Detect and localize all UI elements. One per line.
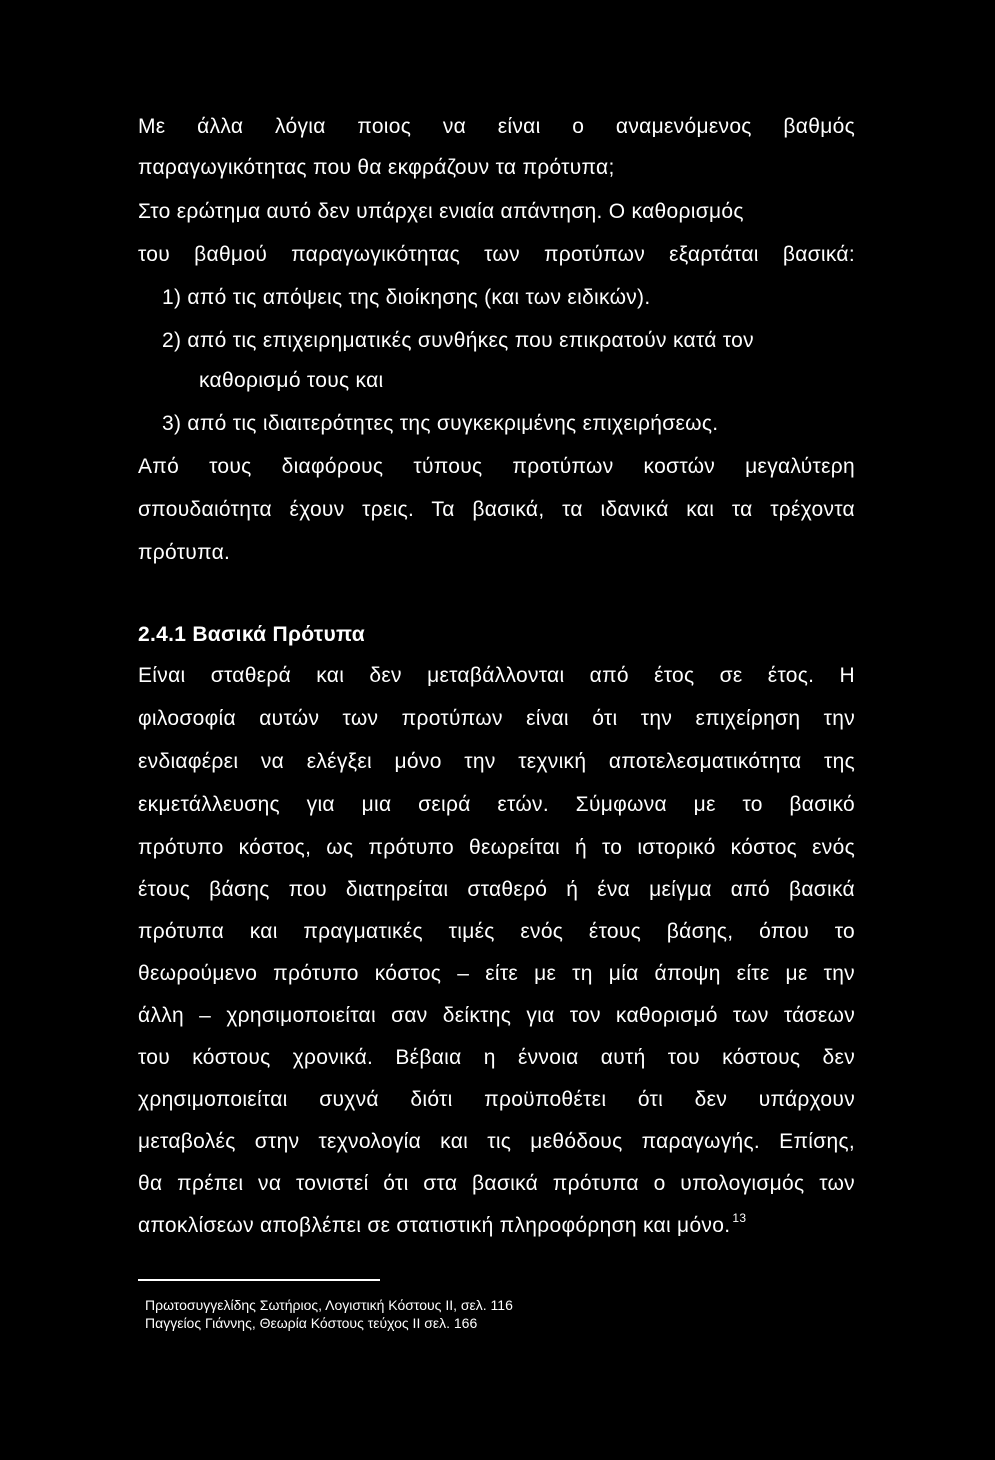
- list-item: 2) από τις επιχειρηματικές συνθήκες που επικρατούν κατά τον: [162, 329, 754, 352]
- text-line: έτους βάσης που διατηρείται σταθερό ή ένα μείγμα από βασικά: [138, 878, 855, 901]
- footnote: Πρωτοσυγγελίδης Σωτήριος, Λογιστική Κόστους ΙΙ, σελ. 116: [145, 1297, 513, 1313]
- text-line: Από τους διαφόρους τύπους προτύπων κοστών μεγαλύτερη: [138, 455, 855, 478]
- text-line: θεωρούμενο πρότυπο κόστος – είτε με τη μία άποψη είτε με την: [138, 962, 855, 985]
- text-line: σπουδαιότητα έχουν τρεις. Τα βασικά, τα ιδανικά και τα τρέχοντα: [138, 498, 855, 521]
- text-line: του κόστους χρονικά. Βέβαια η έννοια αυτή του κόστους δεν: [138, 1046, 855, 1069]
- section-heading: 2.4.1 Βασικά Πρότυπα: [138, 623, 365, 646]
- text-line: Με άλλα λόγια ποιος να είναι ο αναμενόμενος βαθμός: [138, 115, 855, 138]
- text-line: άλλη – χρησιμοποιείται σαν δείκτης για τον καθορισμό των τάσεων: [138, 1004, 855, 1027]
- text-line: πρότυπο κόστος, ως πρότυπο θεωρείται ή το ιστορικό κόστος ενός: [138, 836, 855, 859]
- text-line: παραγωγικότητας που θα εκφράζουν τα πρότυπα;: [138, 156, 615, 179]
- list-item: 3) από τις ιδιαιτερότητες της συγκεκριμένης επιχειρήσεως.: [162, 412, 719, 435]
- text-line: ενδιαφέρει να ελέγξει μόνο την τεχνική αποτελεσματικότητα της: [138, 750, 855, 773]
- text-line: Είναι σταθερά και δεν μεταβάλλονται από έτος σε έτος. Η: [138, 664, 855, 687]
- text-line: θα πρέπει να τονιστεί ότι στα βασικά πρότυπα ο υπολογισμός των: [138, 1172, 855, 1195]
- text-line: φιλοσοφία αυτών των προτύπων είναι ότι την επιχείρηση την: [138, 707, 855, 730]
- footnote: Παγγείος Γιάννης, Θεωρία Κόστους τεύχος ΙΙ σελ. 166: [145, 1315, 478, 1331]
- list-item: 1) από τις απόψεις της διοίκησης (και των ειδικών).: [162, 286, 651, 309]
- footnote-reference: 13: [732, 1211, 747, 1225]
- footnote-separator: [138, 1279, 380, 1281]
- text-line: [138, 1211, 746, 1243]
- text-line: Στο ερώτημα αυτό δεν υπάρχει ενιαία απάντηση. Ο καθορισμός: [138, 200, 744, 223]
- text-line-content: αποκλίσεων αποβλέπει σε στατιστική πληροφόρηση και μόνο.: [138, 1214, 731, 1237]
- text-line: πρότυπα και πραγματικές τιμές ενός έτους βάσης, όπου το: [138, 920, 855, 943]
- text-line: του βαθμού παραγωγικότητας των προτύπων εξαρτάται βασικά:: [138, 243, 855, 266]
- text-line: μεταβολές στην τεχνολογία και τις μεθόδους παραγωγής. Επίσης,: [138, 1130, 855, 1153]
- list-item-continuation: καθορισμό τους και: [199, 369, 384, 392]
- text-line: πρότυπα.: [138, 541, 231, 564]
- text-line: εκμετάλλευσης για μια σειρά ετών. Σύμφωνα με το βασικό: [138, 793, 855, 816]
- text-line: χρησιμοποιείται συχνά διότι προϋποθέτει ότι δεν υπάρχουν: [138, 1088, 855, 1111]
